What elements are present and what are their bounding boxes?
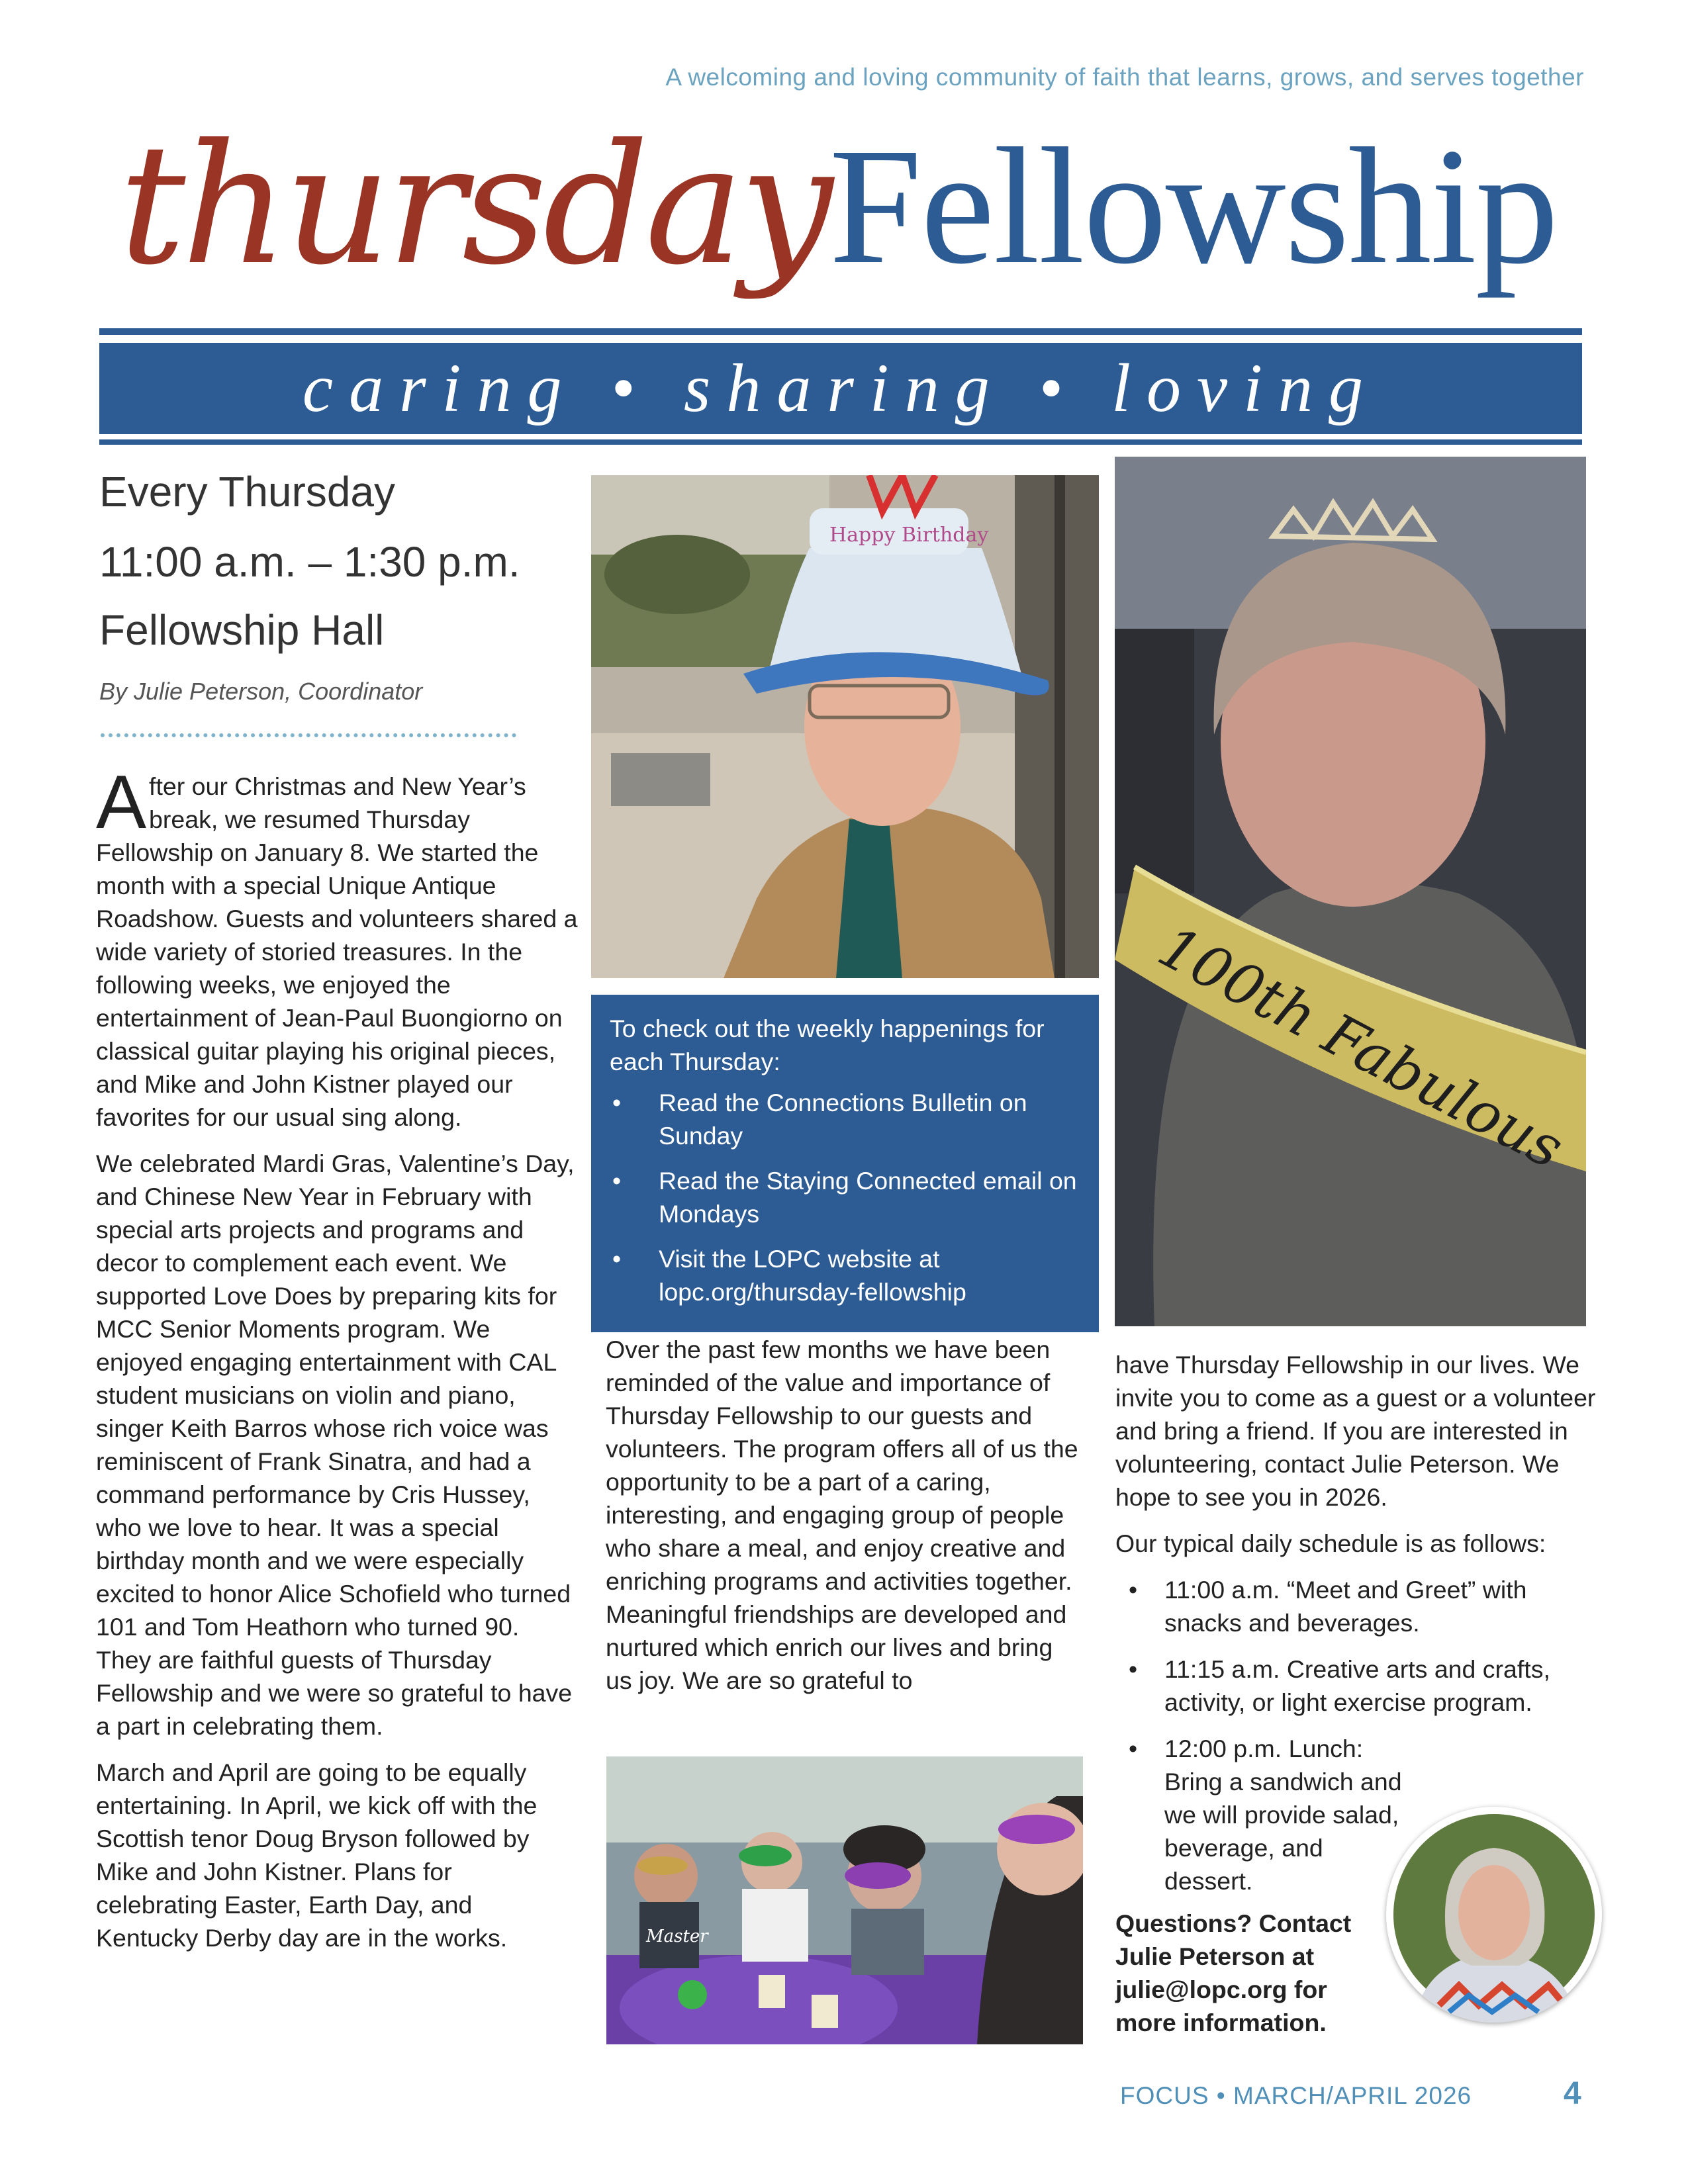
info-box bbox=[591, 995, 1099, 1332]
masthead-fellowship: Fellowship bbox=[829, 113, 1558, 298]
schedule-item: • 12:00 p.m. Lunch: Bring a sandwich and we will provide salad, beverage, and dessert. bbox=[1115, 1732, 1409, 1897]
masthead-rule-bottom bbox=[99, 439, 1582, 445]
masthead-rule-top bbox=[99, 328, 1582, 335]
page-number: 4 bbox=[1564, 2076, 1581, 2111]
badge-text: Master bbox=[646, 1927, 708, 1946]
info-box-intro: To check out the weekly happenings for each Thursday: bbox=[610, 1015, 1045, 1075]
paragraph-2: We celebrated Mardi Gras, Valentine’s Day, and Chinese New Year in February with special arts projects and programs and decor to complement each event. We supported Love Does by preparing kits for MCC Senior Moments program. We enjoyed engaging entertainment with CAL student musicians on violin and piano, singer Keith Barros whose rich voice was reminiscent of Frank Sinatra, and had a command performance by Cris Hussey, who we love to hear. It was a special birthday month and we were especially excited to honor Alice Schofield who turned 101 and Tom Heathorn who turned 90. They are faithful guests of Thursday Fellowship and we were so grateful to have a part in celebrating them. bbox=[96, 1150, 575, 1740]
schedule-item: • 11:15 a.m. Creative arts and crafts, activity, or light exercise program. bbox=[1115, 1653, 1605, 1719]
photo-101-woman bbox=[1115, 457, 1586, 1326]
paragraph-3: March and April are going to be equally entertaining. In April, we kick off with the Scottish tenor Doug Bryson followed by Mike and John Kistner. Plans for celebrating Easter, Earth Day, and Kentucky Derby day are in the works. bbox=[96, 1758, 538, 1952]
event-place: Fellowship Hall bbox=[99, 606, 385, 654]
sash-text: 100th Fabulous bbox=[1148, 913, 1574, 1182]
paragraph-5: have Thursday Fellowship in our lives. We invite you to come as a guest or a volunteer and bring a friend. If you are interested in volunteering, contact Julie Peterson. We hope to see you in 2026. bbox=[1115, 1351, 1596, 1511]
contact-note: Questions? Contact Julie Peterson at julie@lopc.org for more information. bbox=[1115, 1909, 1352, 2036]
info-box-item: • Read the Connections Bulletin on Sunday bbox=[610, 1086, 1080, 1152]
photo-101-woman-image bbox=[1115, 457, 1586, 1326]
coordinator-portrait bbox=[1386, 1807, 1602, 2023]
paragraph-4: Over the past few months we have been reminded of the value and importance of Thursday Fellowship to our guests and volunteers. The program offers all of us the opportunity to be a part of a caring, interesting, and engaging group of people who share a meal, and enjoy creative and enriching programs and activities together. Meaningful friendships are developed and nurtured which enrich our lives and bring us joy. We are so grateful to bbox=[606, 1336, 1078, 1694]
info-box-item[interactable]: • Visit the LOPC website at lopc.org/thursday-fellowship bbox=[610, 1242, 1080, 1308]
masthead-title bbox=[119, 109, 1558, 301]
paragraph-6: Our typical daily schedule is as follows: bbox=[1115, 1529, 1546, 1557]
paragraph-1-text: fter our Christmas and New Year’s break, we resumed Thursday Fellowship on January 8. We started the month with a special Unique Antique Roadshow. Guests and volunteers shared a wide variety of storied treasures. In the following weeks, we enjoyed the entertainment of Jean-Paul Buongiorno on classical guitar playing his original pieces, and Mike and John Kistner played our favorites for our usual sing along. bbox=[96, 772, 578, 1131]
photo-birthday-man bbox=[591, 475, 1099, 978]
footer-label: FOCUS • MARCH/APRIL 2026 bbox=[1120, 2082, 1472, 2109]
coordinator-portrait-image bbox=[1386, 1807, 1602, 2023]
schedule-item: • 11:00 a.m. “Meet and Greet” with snacks and beverages. bbox=[1115, 1573, 1605, 1639]
photo-mardi-gras-group-image bbox=[606, 1756, 1083, 2044]
photo-birthday-man-image bbox=[591, 475, 1099, 978]
hat-text: Happy Birthday bbox=[829, 523, 989, 547]
info-box-list bbox=[610, 1086, 1080, 1308]
drop-cap: A bbox=[96, 760, 147, 844]
paragraph-1 bbox=[96, 760, 579, 1134]
article-column-1 bbox=[96, 760, 579, 1968]
tagline: A welcoming and loving community of faith that learns, grows, and serves together bbox=[665, 64, 1584, 91]
byline: By Julie Peterson, Coordinator bbox=[99, 678, 423, 705]
event-time: 11:00 a.m. – 1:30 p.m. bbox=[99, 538, 520, 586]
dotted-divider bbox=[101, 733, 516, 737]
article-column-2 bbox=[606, 1333, 1082, 1710]
event-day: Every Thursday bbox=[99, 468, 395, 516]
info-box-item: • Read the Staying Connected email on Mondays bbox=[610, 1164, 1080, 1230]
slogan-banner: caring • sharing • loving bbox=[99, 343, 1582, 434]
photo-mardi-gras-group bbox=[606, 1756, 1083, 2044]
masthead-thursday: thursday bbox=[119, 109, 829, 301]
